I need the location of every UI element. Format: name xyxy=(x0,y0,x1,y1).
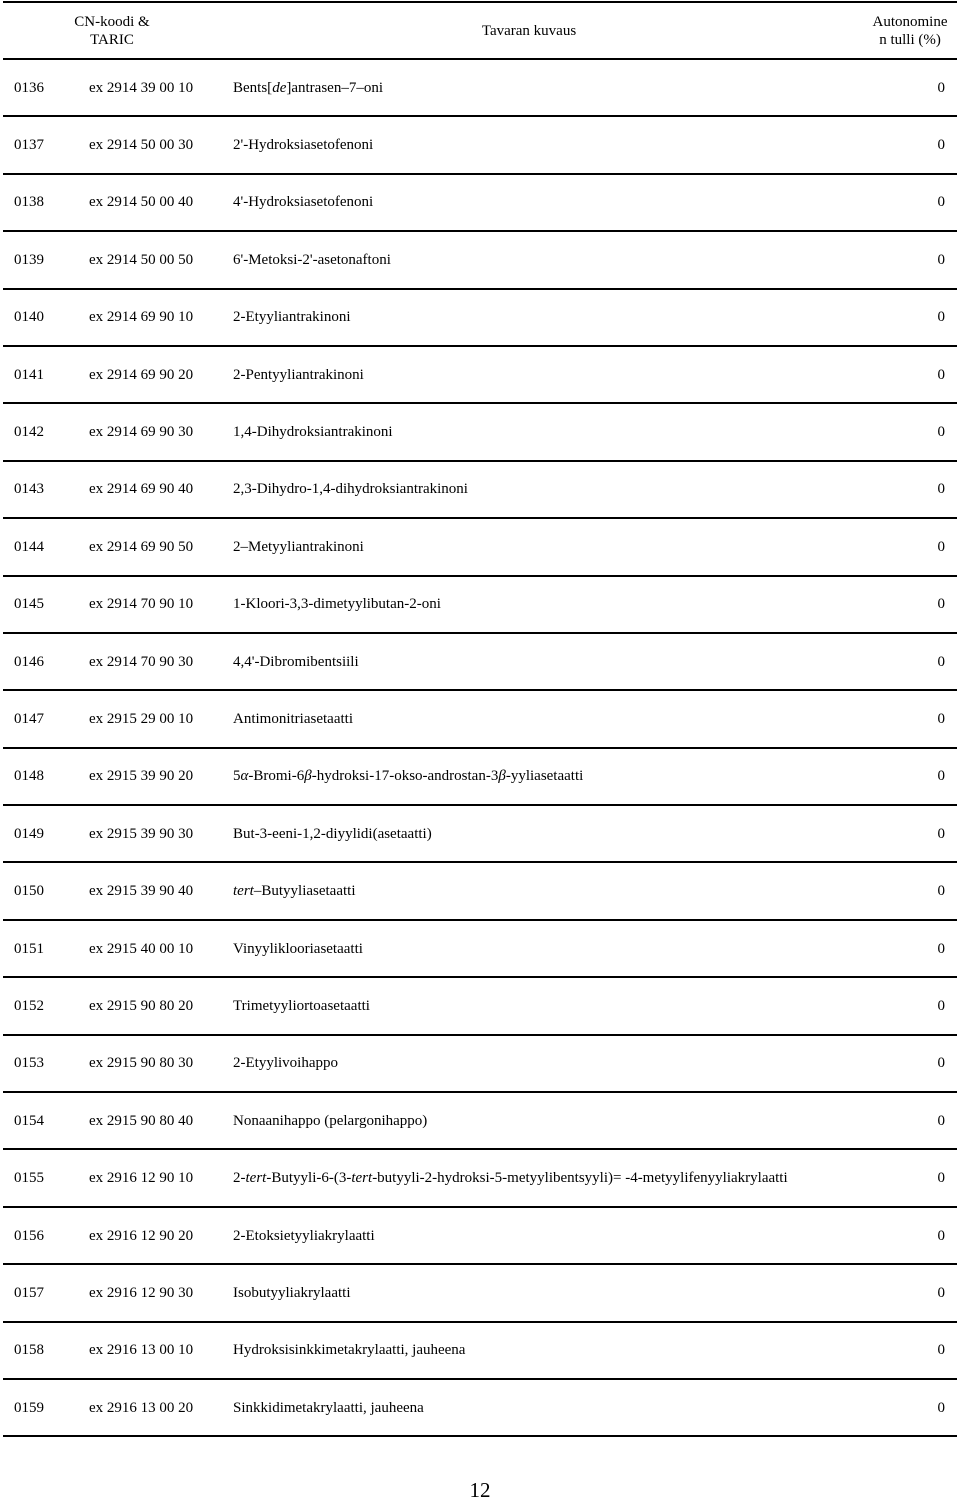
table-row xyxy=(3,1092,957,1149)
duty-rate: 0 xyxy=(867,346,957,403)
cn-code: ex 2915 39 90 20 xyxy=(85,748,231,805)
table-row xyxy=(3,346,957,403)
row-number: 0143 xyxy=(3,461,85,518)
table-row xyxy=(3,518,957,575)
row-number: 0150 xyxy=(3,862,85,919)
goods-description: 4,4'-Dibromibentsiili xyxy=(231,633,867,690)
duty-rate: 0 xyxy=(867,1149,957,1206)
row-number: 0139 xyxy=(3,231,85,288)
duty-rate: 0 xyxy=(867,59,957,116)
row-number: 0146 xyxy=(3,633,85,690)
row-number: 0157 xyxy=(3,1264,85,1321)
goods-description: 2-Etoksietyyliakrylaatti xyxy=(231,1207,867,1264)
cn-code: ex 2914 50 00 30 xyxy=(85,116,231,173)
cn-code: ex 2916 12 90 10 xyxy=(85,1149,231,1206)
table-row xyxy=(3,977,957,1034)
cn-code: ex 2916 12 90 20 xyxy=(85,1207,231,1264)
cn-code: ex 2914 69 90 10 xyxy=(85,289,231,346)
table-row xyxy=(3,1322,957,1379)
table-row xyxy=(3,1207,957,1264)
duty-rate: 0 xyxy=(867,289,957,346)
row-number: 0158 xyxy=(3,1322,85,1379)
duty-rate: 0 xyxy=(867,576,957,633)
cn-code: ex 2916 13 00 10 xyxy=(85,1322,231,1379)
goods-description: 2-Pentyyliantrakinoni xyxy=(231,346,867,403)
table-body xyxy=(3,59,957,1436)
cn-code: ex 2915 39 90 40 xyxy=(85,862,231,919)
cn-code: ex 2916 12 90 30 xyxy=(85,1264,231,1321)
cn-code: ex 2914 50 00 50 xyxy=(85,231,231,288)
cn-code: ex 2916 13 00 20 xyxy=(85,1379,231,1436)
row-number: 0136 xyxy=(3,59,85,116)
table-row xyxy=(3,1035,957,1092)
header-row xyxy=(3,2,957,59)
duty-rate: 0 xyxy=(867,1322,957,1379)
table-row xyxy=(3,174,957,231)
duty-rate: 0 xyxy=(867,1379,957,1436)
row-number: 0156 xyxy=(3,1207,85,1264)
row-number: 0153 xyxy=(3,1035,85,1092)
duty-rate: 0 xyxy=(867,805,957,862)
duty-rate: 0 xyxy=(867,977,957,1034)
row-number: 0141 xyxy=(3,346,85,403)
goods-description: 2-tert-Butyyli-6-(3-tert-butyyli-2-hydroksi-5-metyylibentsyyli)= -4-metyylifenyyliakrylaatti xyxy=(231,1149,867,1206)
table-row xyxy=(3,231,957,288)
goods-description: 1-Kloori-3,3-dimetyylibutan-2-oni xyxy=(231,576,867,633)
table-row xyxy=(3,748,957,805)
goods-description: 6'-Metoksi-2'-asetonaftoni xyxy=(231,231,867,288)
goods-description: 4'-Hydroksiasetofenoni xyxy=(231,174,867,231)
goods-description: Sinkkidimetakrylaatti, jauheena xyxy=(231,1379,867,1436)
cn-code: ex 2915 39 90 30 xyxy=(85,805,231,862)
page-number: 12 xyxy=(469,1478,491,1502)
cn-code: ex 2914 70 90 30 xyxy=(85,633,231,690)
duty-rate: 0 xyxy=(867,116,957,173)
row-number: 0138 xyxy=(3,174,85,231)
goods-description: tert–Butyyliasetaatti xyxy=(231,862,867,919)
goods-description: Nonaanihappo (pelargonihappo) xyxy=(231,1092,867,1149)
cn-code: ex 2914 69 90 20 xyxy=(85,346,231,403)
tariff-table xyxy=(3,1,957,1437)
duty-rate: 0 xyxy=(867,518,957,575)
cn-code: ex 2914 50 00 40 xyxy=(85,174,231,231)
table-row xyxy=(3,403,957,460)
goods-description: Trimetyyliortoasetaatti xyxy=(231,977,867,1034)
table-row xyxy=(3,461,957,518)
table-row xyxy=(3,1379,957,1436)
table-row xyxy=(3,289,957,346)
goods-description: 5α-Bromi-6β-hydroksi-17-okso-androstan-3β-yyliasetaatti xyxy=(231,748,867,805)
row-number: 0159 xyxy=(3,1379,85,1436)
duty-rate: 0 xyxy=(867,174,957,231)
row-number: 0140 xyxy=(3,289,85,346)
cn-code: ex 2915 90 80 30 xyxy=(85,1035,231,1092)
goods-description: 2'-Hydroksiasetofenoni xyxy=(231,116,867,173)
row-number: 0155 xyxy=(3,1149,85,1206)
duty-rate: 0 xyxy=(867,403,957,460)
table-row xyxy=(3,633,957,690)
cn-code: ex 2914 69 90 40 xyxy=(85,461,231,518)
goods-description: 2-Etyyliantrakinoni xyxy=(231,289,867,346)
cn-code: ex 2915 40 00 10 xyxy=(85,920,231,977)
duty-rate: 0 xyxy=(867,1035,957,1092)
row-number: 0147 xyxy=(3,690,85,747)
table-row xyxy=(3,116,957,173)
goods-description: Hydroksisinkkimetakrylaatti, jauheena xyxy=(231,1322,867,1379)
row-number: 0149 xyxy=(3,805,85,862)
goods-description: 2-Etyylivoihappo xyxy=(231,1035,867,1092)
row-number: 0137 xyxy=(3,116,85,173)
cn-code: ex 2914 69 90 50 xyxy=(85,518,231,575)
cn-code: ex 2915 29 00 10 xyxy=(85,690,231,747)
goods-description: But-3-eeni-1,2-diyylidi(asetaatti) xyxy=(231,805,867,862)
goods-description: 1,4-Dihydroksiantrakinoni xyxy=(231,403,867,460)
table-row xyxy=(3,1149,957,1206)
duty-rate: 0 xyxy=(867,633,957,690)
row-number: 0148 xyxy=(3,748,85,805)
table-row xyxy=(3,1264,957,1321)
table-row xyxy=(3,805,957,862)
goods-description: Vinyyliklooriasetaatti xyxy=(231,920,867,977)
duty-rate: 0 xyxy=(867,690,957,747)
row-number: 0142 xyxy=(3,403,85,460)
row-number: 0152 xyxy=(3,977,85,1034)
header-cn-code: CN-koodi & TARIC xyxy=(3,2,231,59)
goods-description: Bents[de]antrasen–7–oni xyxy=(231,59,867,116)
table-row xyxy=(3,920,957,977)
duty-rate: 0 xyxy=(867,1264,957,1321)
goods-description: 2,3-Dihydro-1,4-dihydroksiantrakinoni xyxy=(231,461,867,518)
table-row xyxy=(3,59,957,116)
row-number: 0151 xyxy=(3,920,85,977)
row-number: 0144 xyxy=(3,518,85,575)
duty-rate: 0 xyxy=(867,461,957,518)
cn-code: ex 2915 90 80 20 xyxy=(85,977,231,1034)
duty-rate: 0 xyxy=(867,1092,957,1149)
duty-rate: 0 xyxy=(867,748,957,805)
duty-rate: 0 xyxy=(867,1207,957,1264)
row-number: 0154 xyxy=(3,1092,85,1149)
table-row xyxy=(3,862,957,919)
duty-rate: 0 xyxy=(867,920,957,977)
table-row xyxy=(3,690,957,747)
cn-code: ex 2915 90 80 40 xyxy=(85,1092,231,1149)
header-description: Tavaran kuvaus xyxy=(231,2,867,59)
duty-rate: 0 xyxy=(867,862,957,919)
table-header xyxy=(3,2,957,59)
row-number: 0145 xyxy=(3,576,85,633)
header-rate: Autonomine n tulli (%) xyxy=(867,2,957,59)
cn-code: ex 2914 39 00 10 xyxy=(85,59,231,116)
goods-description: Antimonitriasetaatti xyxy=(231,690,867,747)
cn-code: ex 2914 69 90 30 xyxy=(85,403,231,460)
goods-description: Isobutyyliakrylaatti xyxy=(231,1264,867,1321)
cn-code: ex 2914 70 90 10 xyxy=(85,576,231,633)
duty-rate: 0 xyxy=(867,231,957,288)
goods-description: 2–Metyyliantrakinoni xyxy=(231,518,867,575)
table-row xyxy=(3,576,957,633)
